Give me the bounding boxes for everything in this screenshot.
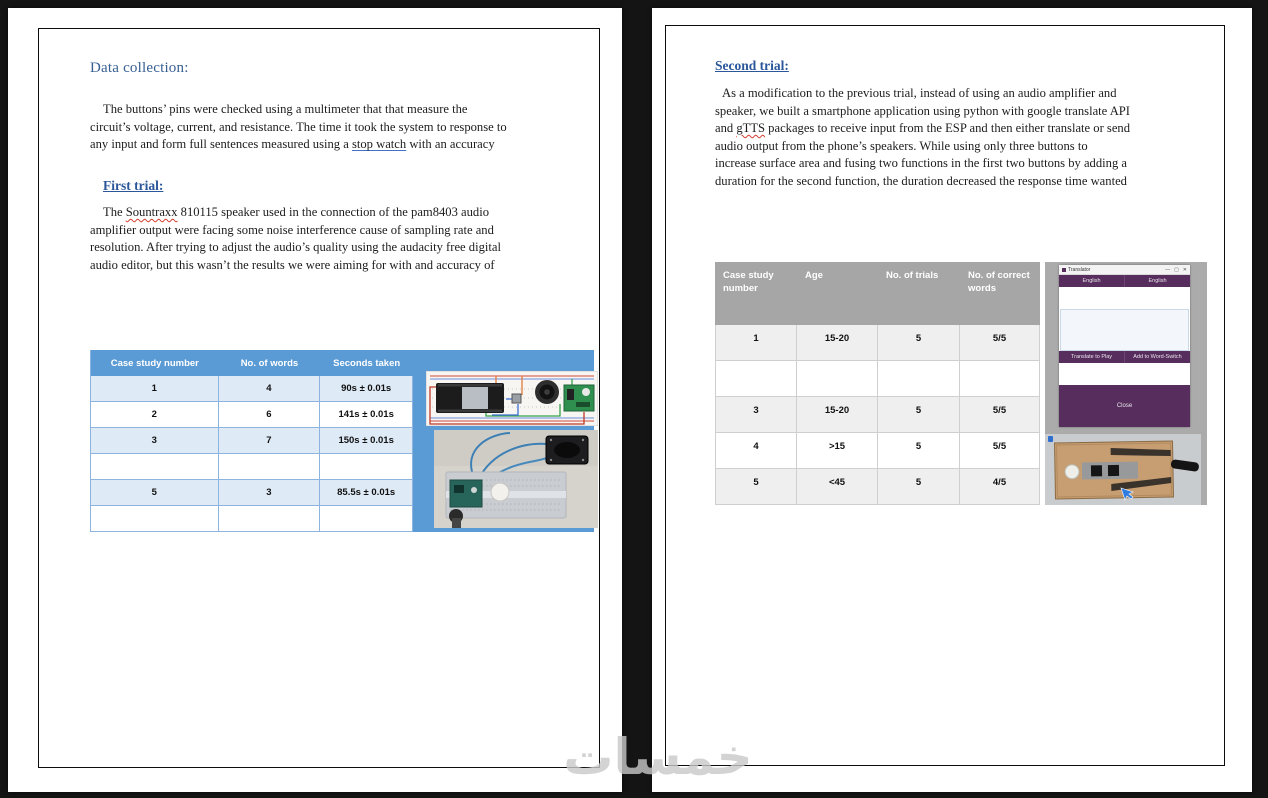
action-buttons-row — [1059, 351, 1190, 363]
table-cell: 150s ± 0.01s — [320, 428, 413, 453]
device-enclosure-photo — [1045, 434, 1201, 505]
table-cell: 5 — [878, 397, 960, 432]
table-cell: <45 — [797, 469, 878, 504]
table-cell: 5 — [878, 433, 960, 468]
table-row — [715, 361, 1040, 397]
table-cell: 5 — [878, 469, 960, 504]
page-right — [652, 8, 1252, 792]
table-cell: 5 — [91, 480, 219, 505]
table-cell — [715, 361, 797, 396]
round-button-photo — [491, 483, 509, 501]
table-cell: >15 — [797, 433, 878, 468]
close-icon: ✕ — [1182, 266, 1187, 273]
table-row — [91, 454, 413, 480]
column-header: Case study number — [110, 357, 199, 369]
circuit-images-panel — [413, 350, 594, 532]
misspelled-word: Sountraxx — [125, 205, 178, 219]
table-cell: 5 — [715, 469, 797, 504]
table-row — [91, 376, 413, 402]
table-header-row — [91, 350, 413, 376]
breadboard-photo — [434, 430, 598, 528]
app-title-bar — [1059, 265, 1190, 275]
table-cell: 141s ± 0.01s — [320, 402, 413, 427]
app-text-area — [1060, 309, 1189, 351]
trial-images-panel — [1045, 262, 1207, 505]
table-cell — [797, 361, 878, 396]
table-cell: 5/5 — [960, 433, 1040, 468]
table-row — [715, 325, 1040, 361]
app-title: Translator — [1068, 266, 1091, 273]
table-cell — [91, 506, 219, 531]
second-trial-table — [715, 262, 1040, 505]
page-left — [8, 8, 622, 792]
add-word-button: Add to Word-Switch — [1125, 351, 1190, 363]
app-icon — [1062, 268, 1066, 272]
translator-app-screenshot — [1059, 265, 1190, 427]
paragraph-first-trial: The Sountraxx 810115 speaker used in the connection of the pam8403 audio amplifier output were facing some noise interference cause of sampling rate and resolution. After trying to adjust the audio’s quality using the audacity free digital audio editor, but this wasn’t the results we were aiming for with and accuracy of — [90, 205, 501, 272]
push-button — [512, 394, 521, 403]
table-cell: 85.5s ± 0.01s — [320, 480, 413, 505]
table-cell: 1 — [91, 376, 219, 401]
maximize-icon: ▢ — [1174, 266, 1179, 273]
language-buttons-row — [1059, 275, 1190, 287]
heading-second-trial: Second trial: — [715, 58, 789, 73]
paragraph-second-trial: As a modification to the previous trial, instead of using an audio amplifier and speaker, we built a smartphone application using python with google translate API and gTTS packages to receive input from the ESP and then either translate or send audio output from the phone’s speakers. While using only three buttons to increase surface area and fusing two functions in the first two buttons by adding a duration for the second function, the duration decreased the response time wanted — [715, 86, 1131, 188]
column-header: No. of correct words — [968, 270, 1030, 294]
target-language-button: English — [1125, 275, 1190, 287]
column-header: Seconds taken — [333, 357, 401, 369]
table-cell: 3 — [91, 428, 219, 453]
table-cell — [219, 506, 321, 531]
table-row — [91, 402, 413, 428]
table-cell: 7 — [219, 428, 321, 453]
table-row — [715, 433, 1040, 469]
table-cell: 90s ± 0.01s — [320, 376, 413, 401]
table-cell — [878, 361, 960, 396]
table-cell: 15-20 — [797, 397, 878, 432]
misspelled-word: gTTS — [736, 121, 766, 136]
translate-button: Translate to Play — [1059, 351, 1125, 363]
table-row — [715, 397, 1040, 433]
table-row — [91, 480, 413, 506]
table-cell: 3 — [219, 480, 321, 505]
heading-data-collection: Data collection: — [90, 60, 189, 76]
first-trial-table — [90, 350, 413, 532]
minimize-icon: — — [1165, 266, 1171, 273]
watermark: خمسات — [563, 728, 753, 786]
table-header-row — [715, 262, 1040, 325]
round-button-photo — [1065, 465, 1079, 479]
paragraph-data-collection: The buttons’ pins were checked using a multimeter that that measure the circuit’s voltage, current, and resistance. The time it took the system to response to any input and form full sentences measured using a stop watch with an accuracy — [90, 102, 507, 152]
column-header: Case study number — [723, 270, 774, 294]
table-cell: 6 — [219, 402, 321, 427]
square-button — [1108, 465, 1119, 476]
table-cell: 3 — [715, 397, 797, 432]
table-cell: 5/5 — [960, 397, 1040, 432]
table-cell — [219, 454, 321, 479]
table-row — [91, 506, 413, 532]
table-cell: 1 — [715, 325, 797, 360]
table-cell: 5 — [878, 325, 960, 360]
table-row — [715, 469, 1040, 505]
table-cell: 2 — [91, 402, 219, 427]
app-close-button: Close — [1059, 385, 1190, 427]
circuit-diagram-image — [426, 371, 598, 426]
column-header: No. of words — [240, 357, 299, 369]
column-header: Age — [805, 270, 823, 281]
table-cell: 4/5 — [960, 469, 1040, 504]
table-cell — [320, 506, 413, 531]
table-cell — [320, 454, 413, 479]
table-cell — [91, 454, 219, 479]
table-cell: 5/5 — [960, 325, 1040, 360]
heading-first-trial: First trial: — [103, 178, 164, 193]
square-button — [1091, 465, 1102, 476]
table-cell: 4 — [219, 376, 321, 401]
photo-badge-icon — [1048, 436, 1053, 442]
stopwatch-link[interactable]: stop watch — [351, 137, 407, 152]
source-language-button: English — [1059, 275, 1125, 287]
amplifier-module-photo — [450, 480, 482, 507]
table-cell: 15-20 — [797, 325, 878, 360]
table-cell: 4 — [715, 433, 797, 468]
column-header: No. of trials — [886, 270, 939, 281]
table-cell — [960, 361, 1040, 396]
table-row — [91, 428, 413, 454]
